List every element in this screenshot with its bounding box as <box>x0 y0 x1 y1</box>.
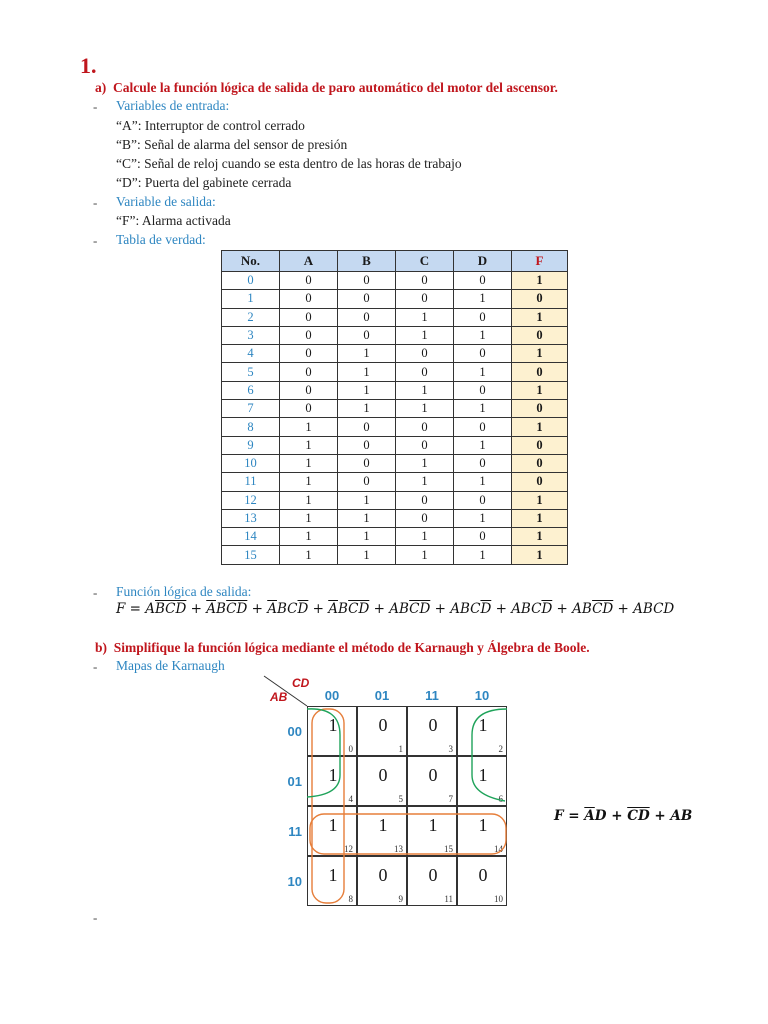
kmap-col-header-11: 11 <box>425 688 439 703</box>
dash-function: - <box>93 585 98 600</box>
output-title: Variable de salida: <box>116 194 216 209</box>
kmap-row-header-01: 01 <box>287 774 302 789</box>
input-cell: 1 <box>338 528 396 546</box>
table-row <box>222 326 568 344</box>
output-function: $F = A\overline{BCD} + \overline{A}B\overline{CD} + \overline{A}BC\overline{D} + \overline{A}B\overline{CD} + AB\overline{CD} + ABC\overline{D} + ABC\overline{D} + AB\overline{CD}$ + ABCD <box>116 601 675 617</box>
input-cell: 0 <box>338 272 396 290</box>
input-cell: 1 <box>396 528 454 546</box>
kmap-cell-index: 3 <box>448 744 453 754</box>
kmap-row-header-00: 00 <box>287 724 302 739</box>
row-number: 15 <box>222 546 280 564</box>
kmap-cell-value: 1 <box>328 765 338 785</box>
output-cell: 0 <box>512 363 568 381</box>
col-header-no: No. <box>222 251 280 272</box>
col-header-c: C <box>396 251 454 272</box>
kmap-cell-value: 0 <box>378 865 388 885</box>
input-cell: 0 <box>280 363 338 381</box>
kmap-cell-value: 0 <box>428 865 438 885</box>
output-cell: 0 <box>512 400 568 418</box>
col-header-d: D <box>454 251 512 272</box>
kmap-cell-index: 10 <box>494 894 503 904</box>
kmap-row-header-11: 11 <box>288 824 302 839</box>
kmap-col-header-00: 00 <box>324 688 340 703</box>
kmap-col-header-10: 10 <box>474 688 490 703</box>
kmap-cell-index: 13 <box>394 844 403 854</box>
input-cell: 1 <box>454 436 512 454</box>
input-cell: 1 <box>454 326 512 344</box>
input-cell: 0 <box>396 363 454 381</box>
output-cell: 1 <box>512 345 568 363</box>
kmap-cell-value: 1 <box>428 815 438 835</box>
input-cell: 1 <box>280 418 338 436</box>
output-cell: 1 <box>512 491 568 509</box>
input-cell: 1 <box>280 546 338 564</box>
output-cell: 0 <box>512 454 568 472</box>
row-number: 7 <box>222 400 280 418</box>
input-cell: 1 <box>338 509 396 527</box>
row-number: 0 <box>222 272 280 290</box>
row-number: 2 <box>222 308 280 326</box>
simplified-function: $F = \overline{A}D + \overline{CD}$ + AB <box>554 808 693 824</box>
kmap-cd-label: CD <box>292 676 310 690</box>
kmap-cell-index: 14 <box>494 844 503 854</box>
row-number: 12 <box>222 491 280 509</box>
kmap-cell-index: 6 <box>498 794 503 804</box>
kmap-cell-index: 7 <box>448 794 453 804</box>
output-cell: 0 <box>512 290 568 308</box>
kmap-cell-value: 1 <box>328 815 338 835</box>
input-cell: 0 <box>454 272 512 290</box>
input-cell: 0 <box>280 400 338 418</box>
table-row <box>222 546 568 564</box>
output-cell: 0 <box>512 473 568 491</box>
input-cell: 0 <box>338 454 396 472</box>
output-cell: 1 <box>512 509 568 527</box>
input-cell: 1 <box>396 473 454 491</box>
input-cell: 1 <box>280 473 338 491</box>
col-header-a: A <box>280 251 338 272</box>
output-cell: 1 <box>512 528 568 546</box>
kmap-cell-value: 0 <box>428 715 438 735</box>
table-row <box>222 345 568 363</box>
table-row <box>222 363 568 381</box>
input-cell: 0 <box>454 381 512 399</box>
kmap-cell-index: 0 <box>348 744 353 754</box>
table-row <box>222 491 568 509</box>
row-number: 13 <box>222 509 280 527</box>
input-b: “B”: Señal de alarma del sensor de presión <box>116 137 348 152</box>
input-cell: 0 <box>396 290 454 308</box>
row-number: 5 <box>222 363 280 381</box>
input-cell: 1 <box>338 345 396 363</box>
input-cell: 0 <box>454 528 512 546</box>
col-header-f: F <box>512 251 568 272</box>
kmap-cell-index: 4 <box>348 794 353 804</box>
output-cell: 1 <box>512 418 568 436</box>
input-cell: 1 <box>338 381 396 399</box>
input-cell: 1 <box>454 546 512 564</box>
table-title: Tabla de verdad: <box>116 232 206 247</box>
kmap-cell-value: 0 <box>378 765 388 785</box>
input-cell: 0 <box>280 272 338 290</box>
row-number: 3 <box>222 326 280 344</box>
input-cell: 0 <box>338 290 396 308</box>
kmap-cell-value: 1 <box>478 765 488 785</box>
input-cell: 0 <box>396 491 454 509</box>
truth-table <box>221 250 568 565</box>
input-cell: 1 <box>454 363 512 381</box>
kmap-cell-index: 9 <box>398 894 403 904</box>
input-cell: 0 <box>338 418 396 436</box>
input-c: “C”: Señal de reloj cuando se esta dentro de las horas de trabajo <box>116 156 462 171</box>
col-header-b: B <box>338 251 396 272</box>
dash-kmap: - <box>93 659 98 674</box>
table-row <box>222 381 568 399</box>
input-cell: 0 <box>396 272 454 290</box>
inputs-title: Variables de entrada: <box>116 98 230 113</box>
kmap-cell-index: 8 <box>348 894 353 904</box>
dash-output: - <box>93 195 98 210</box>
input-cell: 1 <box>396 381 454 399</box>
input-cell: 0 <box>396 418 454 436</box>
input-cell: 0 <box>280 345 338 363</box>
kmap-cell-index: 15 <box>444 844 453 854</box>
table-row <box>222 308 568 326</box>
output-cell: 1 <box>512 272 568 290</box>
row-number: 4 <box>222 345 280 363</box>
function-title: Función lógica de salida: <box>116 584 252 599</box>
input-cell: 1 <box>338 400 396 418</box>
kmap-title: Mapas de Karnaugh <box>116 658 225 673</box>
input-a: “A”: Interruptor de control cerrado <box>116 118 305 133</box>
group-row-11 <box>310 814 506 854</box>
table-row <box>222 400 568 418</box>
input-cell: 1 <box>396 326 454 344</box>
kmap-col-header-01: 01 <box>374 688 390 703</box>
table-row <box>222 290 568 308</box>
input-cell: 0 <box>280 308 338 326</box>
input-cell: 1 <box>280 454 338 472</box>
input-cell: 1 <box>280 491 338 509</box>
row-number: 6 <box>222 381 280 399</box>
kmap-cell-index: 11 <box>444 894 453 904</box>
output-cell: 1 <box>512 546 568 564</box>
input-cell: 1 <box>454 473 512 491</box>
part-a-heading: a) Calcule la función lógica de salida de paro automático del motor del ascensor. <box>95 80 558 95</box>
output-cell: 1 <box>512 381 568 399</box>
input-cell: 0 <box>396 509 454 527</box>
input-cell: 0 <box>280 290 338 308</box>
kmap-cell-value: 0 <box>478 865 488 885</box>
section-number: 1. <box>80 53 97 78</box>
input-cell: 1 <box>280 436 338 454</box>
input-cell: 0 <box>280 381 338 399</box>
output-cell: 0 <box>512 436 568 454</box>
group-wrap-right <box>472 709 507 801</box>
input-cell: 0 <box>396 345 454 363</box>
table-row <box>222 436 568 454</box>
input-cell: 1 <box>454 290 512 308</box>
kmap-cell-value: 1 <box>328 715 338 735</box>
table-row <box>222 418 568 436</box>
table-row <box>222 509 568 527</box>
input-cell: 1 <box>280 528 338 546</box>
function-prefix: F = <box>116 601 146 617</box>
dash-inputs: - <box>93 99 98 114</box>
input-cell: 0 <box>338 308 396 326</box>
input-cell: 0 <box>280 326 338 344</box>
input-cell: 0 <box>338 326 396 344</box>
output-cell: 1 <box>512 308 568 326</box>
input-cell: 0 <box>454 308 512 326</box>
input-cell: 1 <box>338 363 396 381</box>
dash-table: - <box>93 233 98 248</box>
input-cell: 0 <box>454 345 512 363</box>
input-cell: 1 <box>338 491 396 509</box>
truth-table-header <box>222 251 568 272</box>
kmap-ab-label: AB <box>270 690 288 704</box>
input-cell: 1 <box>396 546 454 564</box>
table-row <box>222 272 568 290</box>
table-row <box>222 473 568 491</box>
input-cell: 0 <box>454 491 512 509</box>
output-f: “F”: Alarma activada <box>116 213 231 228</box>
input-cell: 0 <box>454 454 512 472</box>
input-cell: 1 <box>454 509 512 527</box>
kmap-groupings <box>290 695 530 935</box>
kmap-cell-index: 5 <box>398 794 403 804</box>
kmap-cell-value: 1 <box>328 865 338 885</box>
kmap-cell-value: 0 <box>428 765 438 785</box>
kmap-row-header-10: 10 <box>287 874 302 889</box>
kmap-cell-value: 1 <box>378 815 388 835</box>
input-cell: 1 <box>396 400 454 418</box>
kmap-cell-value: 1 <box>478 715 488 735</box>
kmap-cell-index: 12 <box>344 844 353 854</box>
row-number: 11 <box>222 473 280 491</box>
input-cell: 0 <box>338 436 396 454</box>
row-number: 14 <box>222 528 280 546</box>
input-cell: 0 <box>396 436 454 454</box>
input-cell: 1 <box>396 454 454 472</box>
input-cell: 1 <box>280 509 338 527</box>
input-cell: 1 <box>454 400 512 418</box>
output-cell: 0 <box>512 326 568 344</box>
input-cell: 0 <box>454 418 512 436</box>
kmap-cell-index: 2 <box>498 744 503 754</box>
group-column-00 <box>312 709 344 903</box>
row-number: 10 <box>222 454 280 472</box>
simplified-prefix: F = <box>554 808 585 824</box>
row-number: 9 <box>222 436 280 454</box>
table-row <box>222 528 568 546</box>
part-b-heading: b) Simplifique la función lógica mediante el método de Karnaugh y Álgebra de Boole. <box>95 640 590 655</box>
row-number: 8 <box>222 418 280 436</box>
kmap-cell-index: 1 <box>398 744 403 754</box>
kmap-cell-value: 0 <box>378 715 388 735</box>
input-cell: 1 <box>396 308 454 326</box>
input-cell: 0 <box>338 473 396 491</box>
row-number: 1 <box>222 290 280 308</box>
kmap-cell-value: 1 <box>478 815 488 835</box>
input-d: “D”: Puerta del gabinete cerrada <box>116 175 292 190</box>
dash-trailing: - <box>93 910 98 925</box>
table-row <box>222 454 568 472</box>
input-cell: 1 <box>338 546 396 564</box>
